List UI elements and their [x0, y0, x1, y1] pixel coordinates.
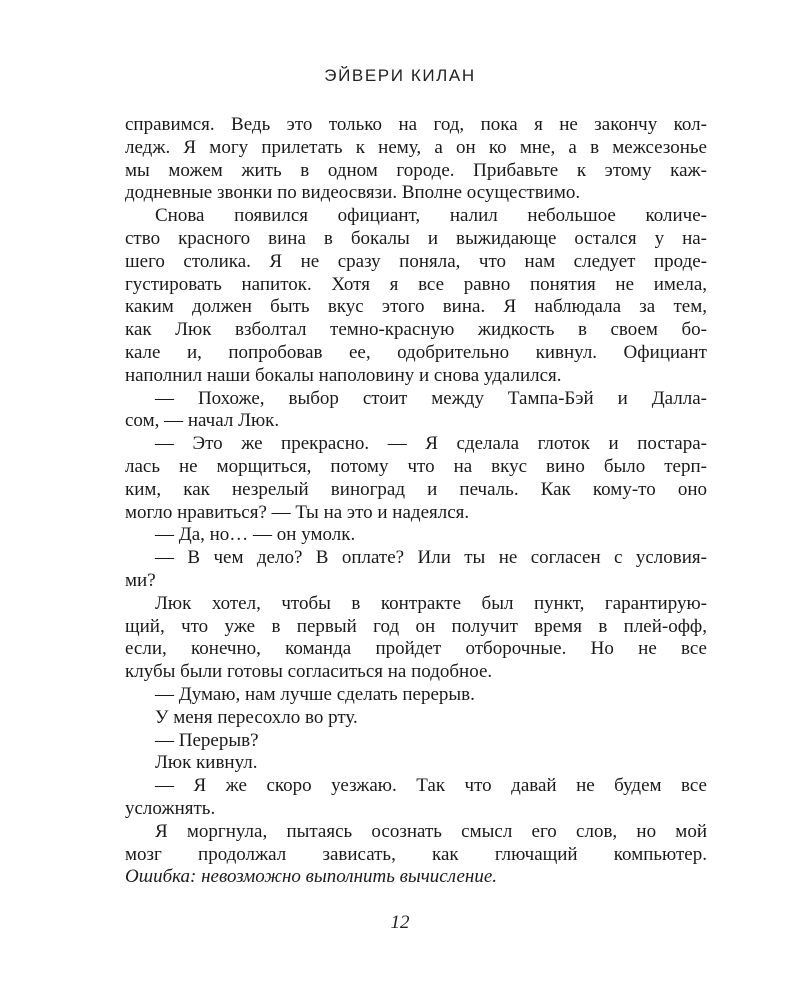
- text-line: Снова появился официант, налил небольшое количе-: [155, 205, 707, 227]
- text-line: кале и, попробовав ее, одобрительно кивнул. Официант: [125, 341, 707, 363]
- text-line: ство красного вина в бокалы и выжидающе остался у на-: [125, 227, 707, 249]
- text-line: додневные звонки по видеосвязи. Вполне осуществимо.: [125, 182, 581, 204]
- text-line: — Да, но… — он умолк.: [155, 524, 356, 546]
- text-line: Я моргнула, пытаясь осознать смысл его слов, но мой: [155, 820, 707, 842]
- text-line: ледж. Я могу прилетать к нему, а он ко мне, а в межсезонье: [125, 136, 707, 158]
- text-line: лась не морщиться, потому что на вкус вино было терп-: [125, 455, 707, 477]
- page-number: 12: [390, 912, 410, 933]
- text-line: каким должен быть вкус этого вина. Я наблюдала за тем,: [125, 296, 707, 318]
- text-line: мы можем жить в одном городе. Прибавьте к этому каж-: [125, 159, 707, 181]
- text-line: ми?: [125, 569, 156, 591]
- text-line: справимся. Ведь это только на год, пока я не закончу кол-: [125, 114, 707, 135]
- text-line: мозг продолжал зависать, как глючащий компьютер.: [125, 843, 707, 865]
- text-line: могло нравиться? — Ты на это и надеялся.: [125, 501, 470, 523]
- text-line: Люк кивнул.: [155, 752, 258, 774]
- text-line: Люк хотел, чтобы в контракте был пункт, гарантирую-: [155, 592, 707, 614]
- text-line: — Это же прекрасно. — Я сделала глоток и постара-: [155, 433, 707, 455]
- text-line: — В чем дело? В оплате? Или ты не согласен с условия-: [155, 547, 707, 569]
- text-line: если, конечно, команда пройдет отборочные. Но не все: [125, 638, 707, 660]
- text-line: — Перерыв?: [155, 729, 259, 751]
- text-line: как Люк взболтал темно-красную жидкость в своем бо-: [125, 319, 707, 341]
- text-line: щий, что уже в первый год он получит время в плей-офф,: [125, 615, 707, 637]
- text-line: клубы были готовы согласиться на подобное.: [125, 661, 493, 683]
- text-line: — Думаю, нам лучше сделать перерыв.: [155, 683, 475, 705]
- text-line: ким, как незрелый виноград и печаль. Как кому-то оно: [125, 478, 707, 500]
- text-line: У меня пересохло во рту.: [155, 706, 358, 728]
- text-line: — Похоже, выбор стоит между Тампа-Бэй и Далла-: [155, 387, 707, 409]
- text-line-italic: Ошибка: невозможно выполнить вычисление.: [125, 866, 498, 888]
- text-line: сом, — начал Люк.: [125, 410, 280, 432]
- text-line: усложнять.: [125, 797, 216, 819]
- running-header: ЭЙВЕРИ КИЛАН: [324, 66, 476, 85]
- text-line: наполнил наши бокалы наполовину и снова удалился.: [125, 364, 562, 386]
- text-line: шего столика. Я не сразу поняла, что нам следует продe-: [125, 250, 707, 272]
- text-line: — Я же скоро уезжаю. Так что давай не будем все: [155, 775, 707, 797]
- body-text: [125, 114, 707, 889]
- text-line: густировать напиток. Хотя я все равно понятия не имела,: [125, 273, 707, 295]
